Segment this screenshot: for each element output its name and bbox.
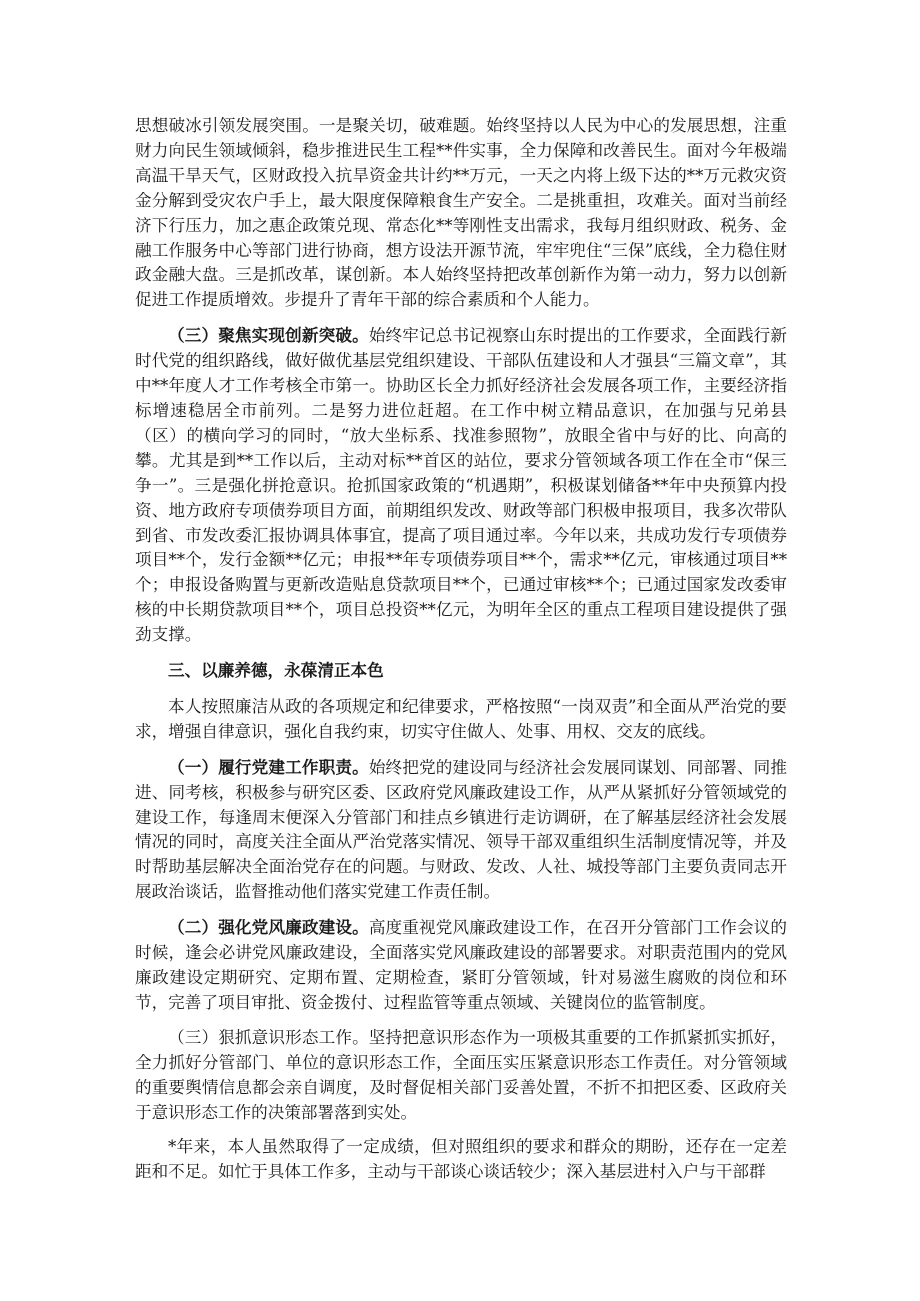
paragraph-clean-governance-body: 高度重视党风廉政建设工作，在召开分管部门工作会议的时候，逢会必讲党风廉政建设，全面落实党风廉政建设的部署要求。对职责范围内的党风廉政建设定期研究、定期布置、定期检查，紧盯分管领域，针对易滋生腐败的岗位和环节，完善了项目审批、资金拨付、过程监管等重点领域、关键岗位的监管制度。 (135, 918, 788, 1012)
paragraph-clean-governance (135, 915, 787, 1016)
paragraph-innovation-body: 始终牢记总书记视察山东时提出的工作要求，全面践行新时代党的组织路线，做好做优基层党组织建设、干部队伍建设和人才强县“三篇文章”，其中**年度人才工作考核全市第一。协助区长全力抓好经济社会发展各项工作，主要经济指标增速稳居全市前列。二是努力进位赶超。在工作中树立精品意识，在加强与兄弟县（区）的横向学习的同时，“放大坐标系、找准参照物”，放眼全省中与好的比、向高的攀。尤其是到**工作以后，主动对标**首区的站位，要求分管领域各项工作在全市“保三争一”。三是强化拼抢意识。抢抓国家政策的“机遇期”，积极谋划储备**年中央预算内投资、地方政府专项债券项目方面，前期组织发改、财政等部门积极申报项目，我多次带队到省、市发改委汇报协调具体事宜，提高了项目通过率。今年以来，共成功发行专项债券项目**个，发行金额**亿元；申报**年专项债券项目**个，需求**亿元，审核通过项目**个；申报设备购置与更新改造贴息贷款项目**个，已通过审核**个；已通过国家发改委审核的中长期贷款项目**个，项目总投资**亿元，为明年全区的重点工程项目建设提供了强劲支撑。 (135, 326, 788, 645)
paragraph-innovation-lead: （三）聚焦实现创新突破。 (168, 325, 369, 346)
section-heading-integrity: 三、以廉养德，永葆清正本色 (168, 660, 384, 681)
paragraph-party-building-body: 始终把党的建设同与经济社会发展同谋划、同部署、同推进、同考核，积极参与研究区委、区政府党风廉政建设工作，从严从紧抓好分管领域党的建设工作，每逢周末便深入分管部门和挂点乡镇进行走访调研，在了解基层经济社会发展情况的同时，高度关注全面从严治党落实情况、领导干部双重组织生活制度情况等，并及时帮助基层解决全面治党存在的问题。与财政、发改、人社、城投等部门主要负责同志开展政治谈话，监督推动他们落实党建工作责任制。 (135, 757, 788, 902)
paragraph-party-building (135, 755, 787, 905)
paragraph-shortcomings: *年来，本人虽然取得了一定成绩，但对照组织的要求和群众的期盼，还存在一定差距和不足。如忙于具体工作多，主动与干部谈心谈话较少；深入基层进村入户与干部群 (135, 1137, 787, 1182)
paragraph-party-building-lead: （一）履行党建工作职责。 (168, 756, 369, 777)
paragraph-innovation (135, 323, 787, 648)
paragraph-ideology: （三）狠抓意识形态工作。坚持把意识形态作为一项极其重要的工作抓紧抓实抓好，全力抓好分管部门、单位的意识形态工作，全面压实压紧意识形态工作责任。对分管领域的重要舆情信息都会亲自调度，及时督促相关部门妥善处置，不折不扣把区委、区政府关于意识形态工作的决策部署落到实处。 (135, 1027, 787, 1122)
paragraph-integrity-intro: 本人按照廉洁从政的各项规定和纪律要求，严格按照“一岗双责”和全面从严治党的要求，增强自律意识，强化自我约束，切实守住做人、处事、用权、交友的底线。 (135, 696, 787, 741)
document-page (135, 114, 787, 1195)
paragraph-clean-governance-lead: （二）强化党风廉政建设。 (168, 917, 369, 938)
paragraph-1: 思想破冰引领发展突围。一是聚关切，破难题。始终坚持以人民为中心的发展思想，注重财力向民生领域倾斜，稳步推进民生工程**件实事，全力保障和改善民生。面对今年极端高温干旱天气，区财政投入抗旱资金共计约**万元，一天之内将上级下达的**万元救灾资金分解到受灾农户手上，最大限度保障粮食生产安全。二是挑重担，攻难关。面对当前经济下行压力，加之惠企政策兑现、常态化**等刚性支出需求，我每月组织财政、税务、金融工作服务中心等部门进行协商，想方设法开源节流，牢牢兜住“三保”底线，全力稳住财政金融大盘。三是抓改革，谋创新。本人始终坚持把改革创新作为第一动力，努力以创新促进工作提质增效。步提升了青年干部的综合素质和个人能力。 (135, 116, 787, 310)
